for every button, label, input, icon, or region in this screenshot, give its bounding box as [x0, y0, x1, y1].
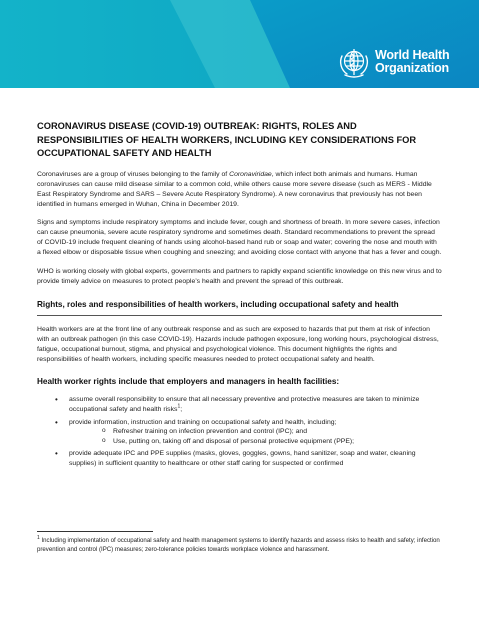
footnote [37, 534, 442, 555]
intro-paragraph-1 [37, 170, 442, 210]
list-item [37, 418, 442, 447]
section-heading-worker-rights: Health worker rights include that employers and managers in health facilities: [37, 377, 340, 387]
bullet-1-end: ; [180, 406, 183, 414]
list-item: • provide adequate IPC and PPE supplies (masks, gloves, goggles, gowns, hand sanitizer, soap and water, cleaning supplies) in sufficient quantity to healthcare or other staff caring for suspected or confirmed [37, 449, 442, 468]
document-title: CORONAVIRUS DISEASE (COVID-19) OUTBREAK: RIGHTS, ROLES AND RESPONSIBILITIES OF HEALTH WORKERS, INCLUDING KEY CONSIDERATIONS FOR OCCUPATIONAL SAFETY AND HEALTH [37, 121, 417, 159]
who-wordmark [375, 49, 449, 75]
sub-list-item: o Use, putting on, taking off and disposal of personal protective equipment (PPE); [69, 437, 442, 447]
footnote-text: Including implementation of occupational safety and health management systems to identify hazards and assess risks to health and safety; infection prevention and control (IPC) measures; zero-tolerance policies towards workplace violence and harassment. [37, 537, 440, 553]
intro-p1-family: Coronaviridae [229, 170, 272, 178]
who-emblem-icon [336, 44, 372, 80]
footnote-divider [37, 531, 153, 532]
intro-p1-start: Coronaviruses are a group of viruses belonging to the family of [37, 170, 230, 178]
rights-list [37, 395, 442, 468]
bullet-1-text: assume overall responsibility to ensure that all necessary preventive and protective measures are taken to minimize occupational safety and health risks [69, 396, 420, 414]
intro-paragraph-2: Signs and symptoms include respiratory symptoms and include fever, cough and shortness of breath. In more severe cases, infection can cause pneumonia, severe acute respiratory syndrome and sometimes death. Standard recommendations to prevent the spread of COVID-19 include frequent cleaning of hands using alcohol-based hand rub or soap and water; covering the nose and mouth with a flexed elbow or disposable tissue when coughing and sneezing; and avoiding close contact with anyone that has a fever and cough. [37, 219, 442, 257]
training-sublist [69, 427, 442, 446]
footnote-ref[interactable]: 1 [177, 403, 181, 410]
section-heading-rights-roles: Rights, roles and responsibilities of health workers, including occupational safety and health [37, 299, 399, 309]
intro-paragraph-3: WHO is working closely with global experts, governments and partners to rapidly expand scientific knowledge on this new virus and to provide timely advice on measures to protect people’s health and prevent the spread of this outbreak. [37, 268, 442, 285]
document-body [37, 120, 442, 472]
list-item [37, 395, 442, 414]
who-logo [336, 44, 476, 84]
section1-paragraph: Health workers are at the front line of any outbreak response and as such are exposed to hazards that put them at risk of infection with an outbreak pathogen (in this case COVID-19). Hazards include pathogen exposure, long working hours, psychological distress, fatigue, occupational burnout, stigma, and physical and psychological violence. This document highlights the rights and responsibilities of health workers, including specific measures needed to protect occupational safety and health. [37, 325, 439, 363]
org-name-line2: Organization [375, 61, 449, 75]
org-name-line1: World Health [375, 48, 450, 62]
section-divider [37, 315, 442, 316]
bullet-2-text: provide information, instruction and training on occupational safety and health, including; [69, 418, 337, 426]
footnote-marker: 1 [37, 534, 40, 541]
intro-p1-rest: , which infect both animals and humans. Human coronaviruses can cause mild disease similar to a common cold, while others cause more severe disease (such as MERS - Middle East Respiratory Syndrome and SARS – Severe Acute Respiratory Syndrome). A new coronavirus that previously has not been identified in humans emerged in Wuhan, China in December 2019. [37, 170, 432, 208]
sub-list-item: o Refresher training on infection prevention and control (IPC); and [69, 427, 442, 437]
